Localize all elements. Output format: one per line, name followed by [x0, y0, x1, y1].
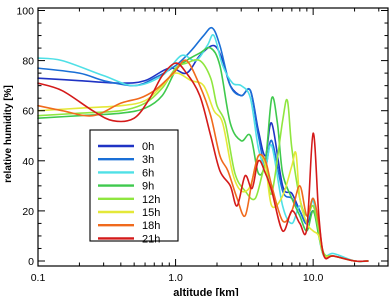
legend-label-12h: 12h	[142, 193, 161, 206]
x-axis-label: altitude [km]	[173, 287, 239, 296]
y-tick-label: 0	[28, 255, 34, 268]
y-tick-label: 100	[16, 5, 34, 18]
legend-label-0h: 0h	[142, 141, 155, 153]
legend-label-21h: 21h	[142, 233, 161, 246]
series-layer	[38, 28, 368, 262]
x-tick-label: 1.0	[168, 272, 183, 284]
y-tick-label: 80	[22, 55, 34, 68]
x-tick-label: 10.0	[302, 272, 324, 284]
legend	[90, 130, 178, 245]
legend-label-3h: 3h	[142, 154, 155, 167]
series-line-12h	[38, 60, 368, 262]
y-axis-label: relative humidity [%]	[3, 85, 14, 183]
y-tick-label: 40	[22, 155, 34, 168]
legend-label-6h: 6h	[142, 167, 155, 180]
axes-layer	[16, 6, 388, 284]
legend-label-15h: 15h	[142, 207, 161, 219]
legend-label-18h: 18h	[142, 220, 161, 233]
y-tick-label: 60	[22, 105, 34, 118]
x-tick-label: 0.1	[30, 272, 46, 284]
y-tick-label: 20	[22, 205, 34, 218]
legend-label-9h: 9h	[142, 180, 155, 193]
